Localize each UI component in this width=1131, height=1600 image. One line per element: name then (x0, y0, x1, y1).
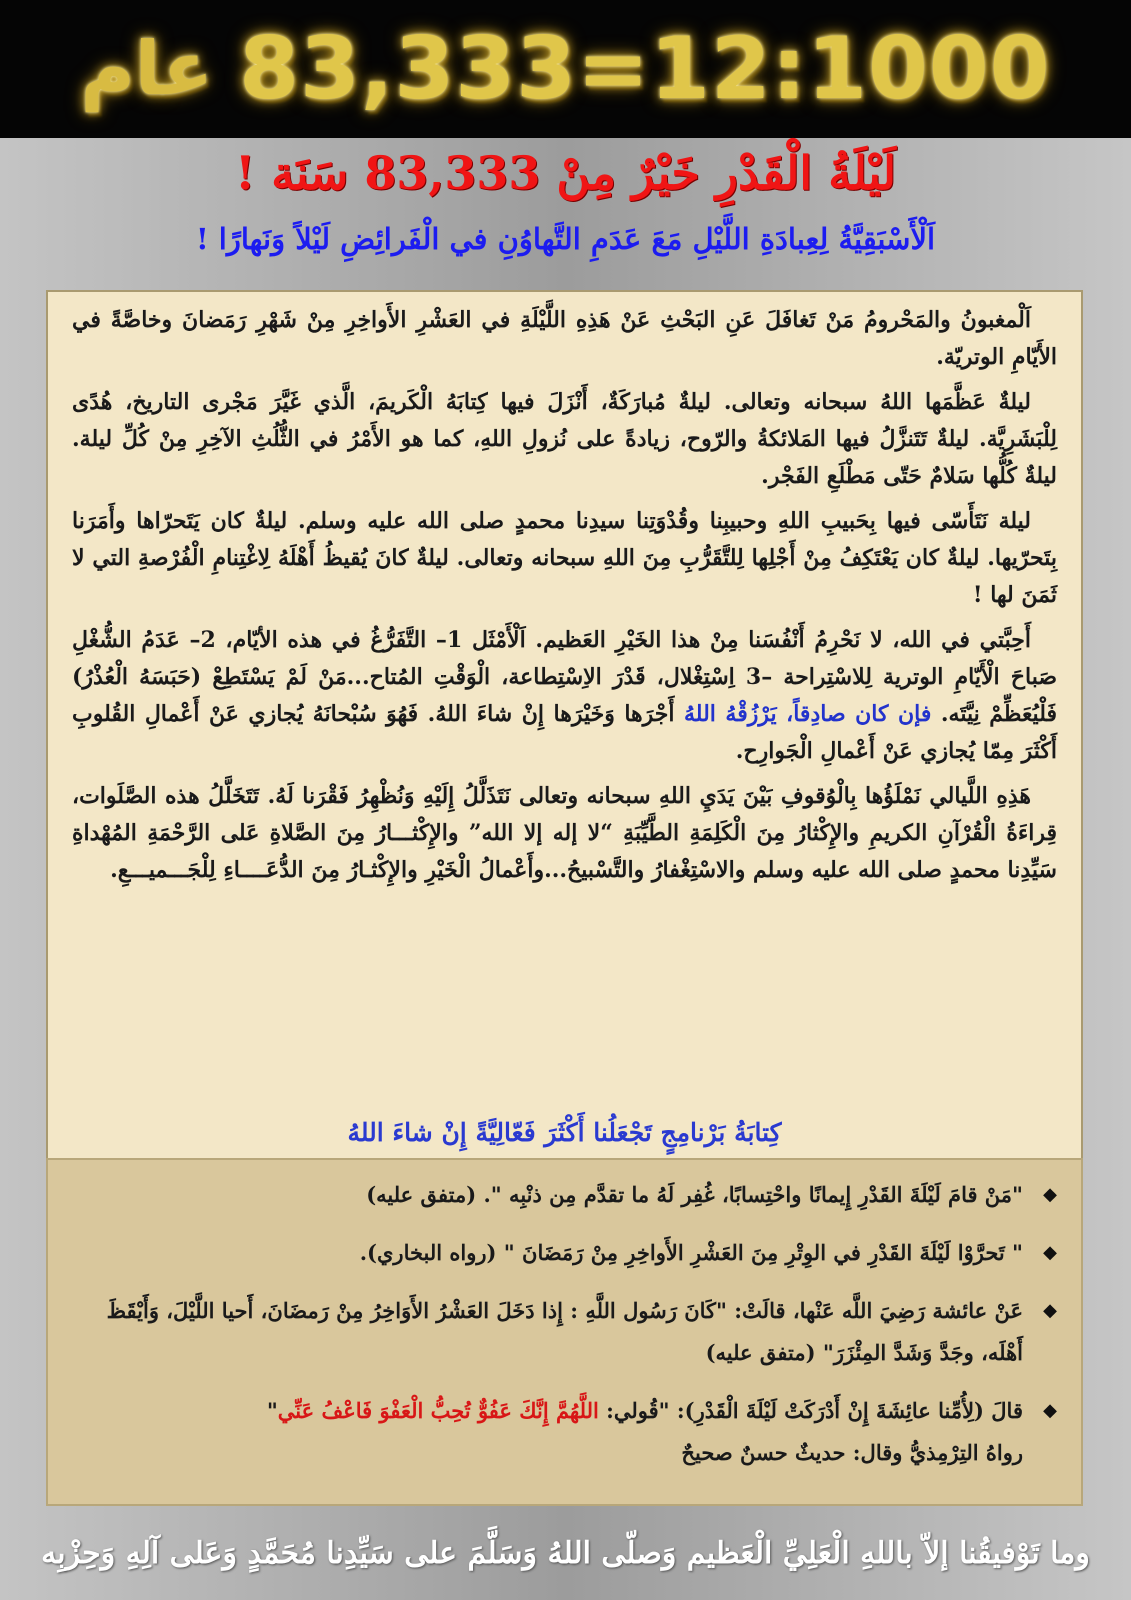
hadith-item (72, 1232, 1057, 1274)
hadith-item (72, 1174, 1057, 1216)
dua-highlight: اللَّهُمَّ إِنَّكَ عَفُوٌّ تُحِبُّ الْعَفْوَ فَاعْفُ عَنِّي (277, 1398, 599, 1423)
bullet-icon: ◆ (1043, 1242, 1057, 1263)
hadith-text: عَنْ عائشة رَضِيَ اللَّه عَنْها، قالَتْ: "كَانَ رَسُول اللَّهِ : إِذا دَخَلَ العَشْرُ الأَوَاخِرُ مِنْ رَمضَانَ، أَحيا اللَّيْلَ، وَأَيْقَظَ أَهْلَه، وجَدَّ وَشَدَّ المِئْزَرَ" (متفق عليه) (106, 1298, 1023, 1365)
footer-closing: وما تَوْفيقُنا إلاّ باللهِ الْعَلِيِّ الْعَظيم وَصلّى اللهُ وَسَلَّمَ على سَيِّدِنا مُحَمَّدٍ وَعَلى آلِهِ وَحِزْبِه (41, 1536, 1090, 1571)
hadith-text: " تَحرَّوْا لَيْلَةَ القَدْرِ في الوِتْرِ مِنَ العَشْرِ الأَواخِرِ مِنْ رَمَضَانَ " (رواه البخاري). (359, 1240, 1023, 1265)
headline: لَيْلَةُ الْقَدْرِ خَيْرٌ مِنْ 83,333 سَنَة ! (235, 146, 896, 200)
paragraph-intro: اَلْمغبونُ والمَحْرومُ مَنْ تَغافَلَ عَنِ البَحْثِ عَنْ هَذِهِ اللَّيْلَةِ في العَشْرِ الأَواخِرِ مِنْ شَهْرِ رَمَضانَ وخاصَّةً في الأَيّامِ الوتريّة. (72, 307, 1057, 370)
hadith-text: قالَ (لِأُمِّنا عائِشَةَ إِنْ أَدْرَكَتْ لَيْلَةَ الْقَدْرِ): "قُولي: (606, 1398, 1023, 1423)
banner-equation: 83,333=12:1000 (239, 19, 1051, 119)
bullet-icon: ◆ (1043, 1400, 1057, 1421)
advice-text-end: أَجْرَها وَخَيْرَها إِنْ شاءَ اللهُ. فَهُوَ سُبْحانَهُ يُجازي عَنْ أَعْمالِ القُلوبِ أَكْثَرَ مِمّا يُجازي عَنْ أَعْمالِ الْجَوارِح. (72, 701, 1057, 764)
program-line: كِتابَةُ بَرْنامِجٍ تَجْعَلُنا أَكْثَرَ فَعّالِيَّةً إِنْ شاءَ اللهُ (347, 1118, 782, 1147)
paragraph-nights: هَذِهِ اللَّيالي نَمْلَؤُها بِالْوُقوفِ بَيْنَ يَدَيِ اللهِ سبحانه وتعالى نَتَذَلَّلُ إِلَيْهِ وَنُظْهِرُ فَقْرَنا لَهُ. تَتَخَلَّلُ هذه الصَّلَوات، قِراءَةُ الْقُرْآنِ الكريمِ والإِكْثارُ مِنَ الْكَلِمَةِ الطَّيِّبَةِ “لا إله إلا الله” والإِكْثـــارُ مِنَ الصَّلاةِ عَلى الرَّحْمَةِ المُهْداةِ سَيِّدِنا محمدٍ صلى الله عليه وسلم والاسْتِغْفارُ والتَّسْبيحُ...وأَعْمالُ الْخَيْرِ والإِكْثـارُ مِنَ الدُّعَــــاءِ لِلْجَـــميـــعِ. (72, 783, 1057, 883)
advice-text: أَحِبَّتي في الله، لا نَحْرِمُ أَنْفُسَنا مِنْ هذا الخَيْرِ العَظيم. اَلْأَمْثَل 1– التَّفَرُّغُ في هذه الأيّام، 2– عَدَمُ الشُّغْلِ صَباحَ الْأَيّامِ الوترية لِلاسْتِراحة –3 اِسْتِغْلال، قَدْرَ الاِسْتِطاعة، الْوَقْتِ المُتاح...مَنْ لَمْ يَسْتَطِعْ (حَبَسَهُ الْعُذْرُ) فَلْيُعَظِّمْ نِيَّتَه. (72, 627, 1058, 727)
top-banner (0, 0, 1131, 138)
hadith-box (46, 1158, 1083, 1506)
hadith-reference: رواهُ التِرْمِذيُّ وقال: حديثٌ حسنٌ صحيحٌ (681, 1440, 1023, 1465)
hadith-item (72, 1290, 1057, 1374)
banner-year-word: عام (80, 26, 214, 112)
main-text-box (46, 290, 1083, 1160)
paragraph-prophet: ليلة نَتَأَسّى فيها بِحَبيبِ اللهِ وحبيبِنا وقُدْوَتِنا سيدِنا محمدٍ صلى الله عليه وسلم. ليلةٌ كان يَتَحرّاها وأَمَرَنا بِتَحرّيها. ليلةٌ كان يَعْتَكِفُ مِنْ أَجْلِها لِلتَّقَرُّبِ مِنَ اللهِ سبحانه وتعالى. ليلةٌ كانَ يُقيظُ أَهْلَهُ لِاغْتِنامِ الْفُرْصةِ التي لا ثَمَنَ لها ! (72, 508, 1057, 608)
bullet-icon: ◆ (1043, 1184, 1057, 1205)
paragraph-virtues: ليلةٌ عَظَّمَها اللهُ سبحانه وتعالى. ليلةٌ مُبارَكَةٌ، أَنْزَلَ فيها كِتابَهُ الْكَريمَ، الَّذي غَيَّرَ مَجْرى التاريخ، هُدًى لِلْبَشَرِيَّة. ليلةٌ تَتَنزَّلُ فيها المَلائكةُ والرّوح، زيادةً على نُزولِ اللهِ، كما هو الأَمْرُ في الثُّلُثِ الآخِرِ مِنْ كُلِّ ليلة. ليلةٌ كُلُّها سَلامٌ حَتّى مَطْلَعِ الفَجْر. (72, 389, 1057, 489)
advice-highlight: فإن كان صادِقاً، يَرْزُقْهُ اللهُ (684, 701, 932, 727)
subheadline: اَلْأَسْبَقِيَّةُ لِعِبادَةِ اللَّيْلِ مَعَ عَدَمِ التَّهاوُنِ في الْفَرائِضِ لَيْلاً وَنَهارًا ! (195, 222, 936, 256)
hadith-text-end: " (266, 1398, 278, 1423)
hadith-item (72, 1390, 1057, 1474)
hadith-text: "مَنْ قامَ لَيْلَةَ القَدْرِ إِيمانًا واحْتِسابًا، غُفِر لَهُ ما تقدَّم مِن ذنْبِه ". (متفق عليه) (366, 1182, 1023, 1207)
bullet-icon: ◆ (1043, 1300, 1057, 1321)
paragraph-advice (72, 622, 1057, 770)
